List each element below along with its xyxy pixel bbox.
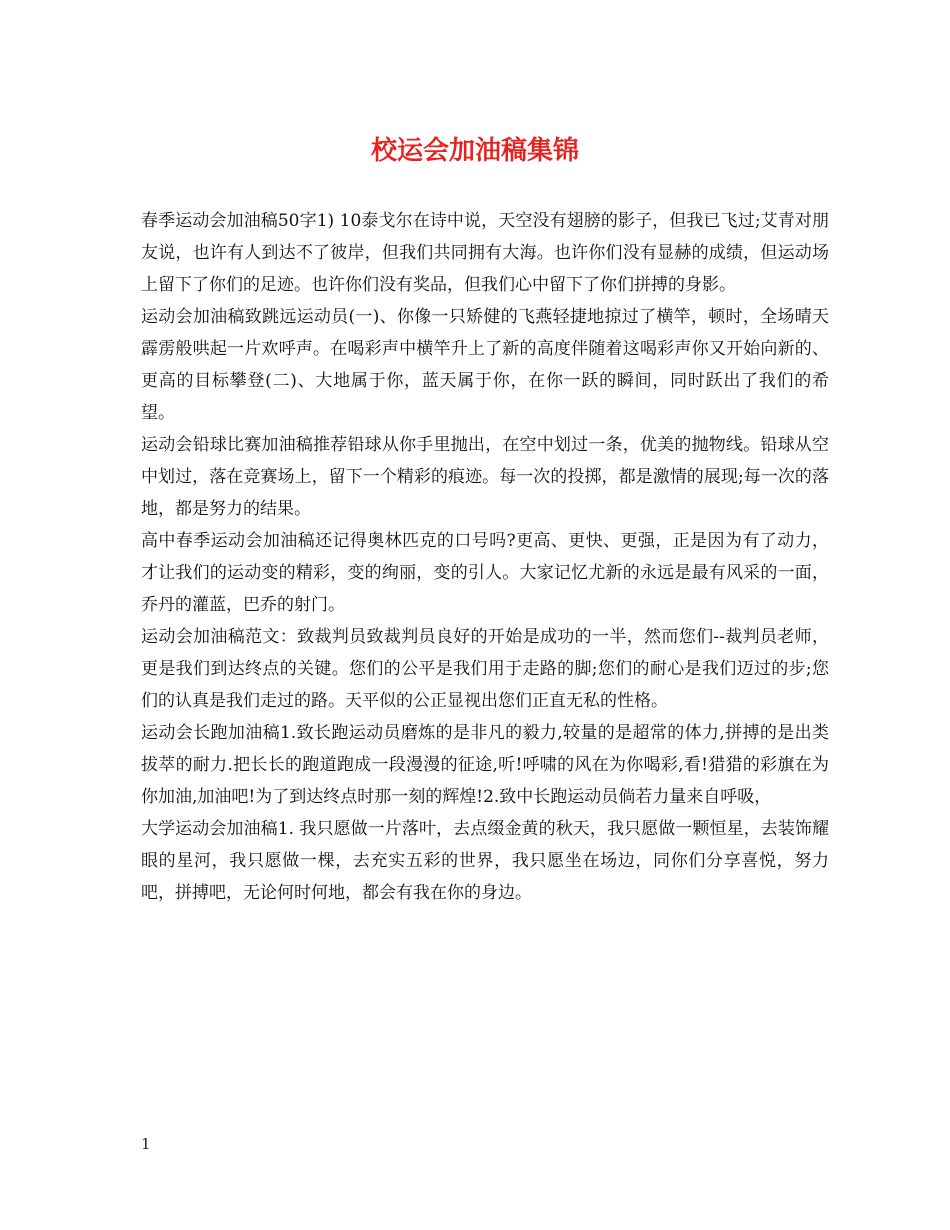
paragraph-long-distance: 运动会长跑加油稿1.致长跑运动员磨炼的是非凡的毅力,较量的是超常的体力,拼搏的是出类拔萃的耐力.把长长的跑道跑成一段漫漫的征途,听!呼啸的风在为你喝彩,看!猎猎的彩旗在为你加油,加油吧!为了到达终点时那一刻的辉煌!2.致中长跑运动员倘若力量来自呼吸， xyxy=(141,723,829,807)
paragraph-long-jump: 运动会加油稿致跳远运动员(一)、你像一只矫健的飞燕轻捷地掠过了横竿，顿时，全场晴天霹雳般哄起一片欢呼声。在喝彩声中横竿升上了新的高度伴随着这喝彩声你又开始向新的、更高的目标攀登(二)、大地属于你，蓝天属于你，在你一跃的瞬间，同时跃出了我们的希望。 xyxy=(141,307,829,423)
paragraph-university: 大学运动会加油稿1. 我只愿做一片落叶，去点缀金黄的秋天，我只愿做一颗恒星，去装饰耀眼的星河，我只愿做一棵，去充实五彩的世界，我只愿坐在场边，同你们分享喜悦，努力吧，拼搏吧，无论何时何地，都会有我在你的身边。 xyxy=(141,819,829,903)
paragraph-referees: 运动会加油稿范文：致裁判员致裁判员良好的开始是成功的一半，然而您们--裁判员老师，更是我们到达终点的关键。您们的公平是我们用于走路的脚;您们的耐心是我们迈过的步;您们的认真是我们走过的路。天平似的公正显视出您们正直无私的性格。 xyxy=(141,627,829,711)
page-number: 1 xyxy=(141,1135,151,1153)
paragraph-spring-games: 春季运动会加油稿50字1) 10泰戈尔在诗中说，天空没有翅膀的影子，但我已飞过;艾青对朋友说，也许有人到达不了彼岸，但我们共同拥有大海。也许你们没有显赫的成绩，但运动场上留下了你们的足迹。也许你们没有奖品，但我们心中留下了你们拼搏的身影。 xyxy=(141,211,829,295)
document-body xyxy=(141,205,829,909)
document-title: 校运会加油稿集锦 xyxy=(370,136,579,166)
paragraph-shot-put: 运动会铅球比赛加油稿推荐铅球从你手里抛出，在空中划过一条，优美的抛物线。铅球从空中划过，落在竞赛场上，留下一个精彩的痕迹。每一次的投掷，都是激情的展现;每一次的落地，都是努力的结果。 xyxy=(141,435,829,519)
paragraph-high-school: 高中春季运动会加油稿还记得奥林匹克的口号吗?更高、更快、更强，正是因为有了动力，才让我们的运动变的精彩，变的绚丽，变的引人。大家记忆尤新的永远是最有风采的一面，乔丹的灌蓝，巴乔的射门。 xyxy=(141,531,829,615)
